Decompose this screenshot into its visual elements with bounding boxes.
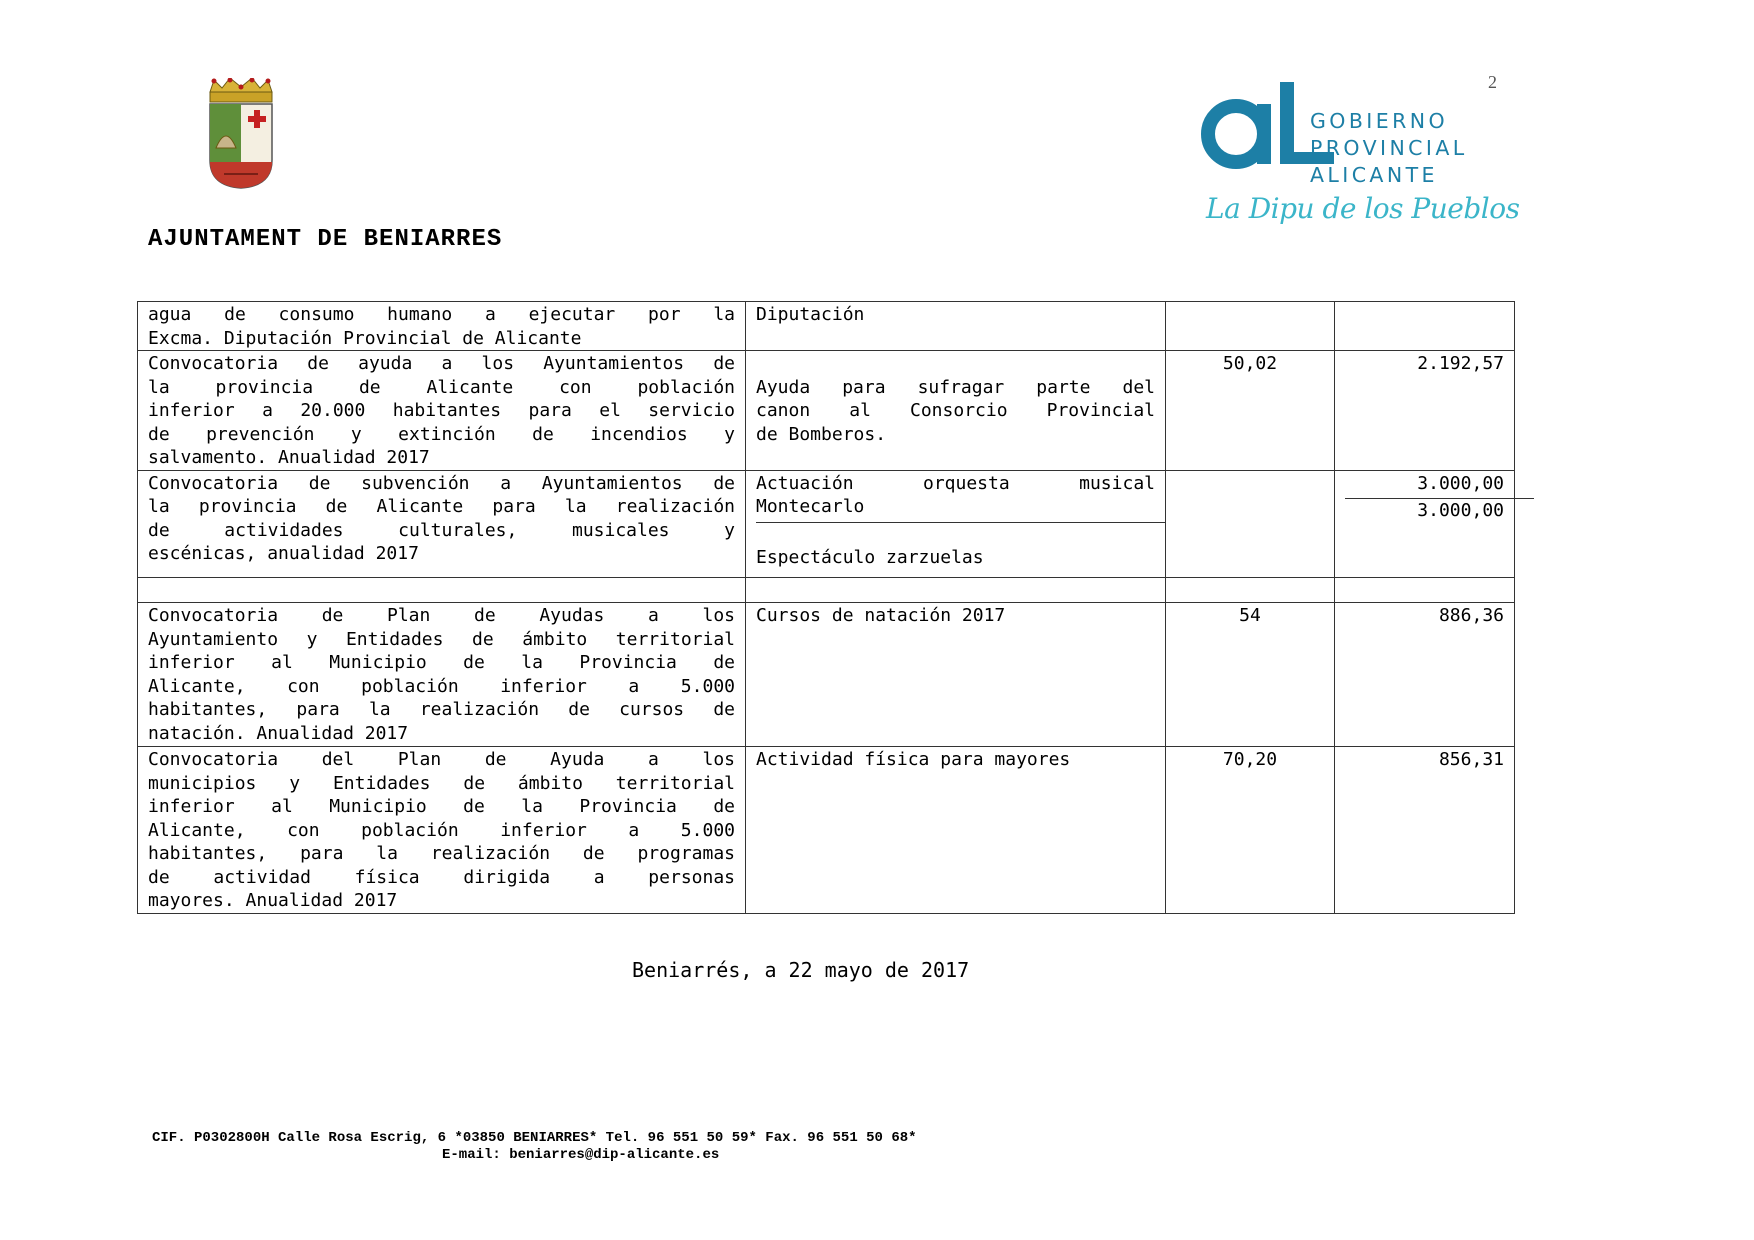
- place-and-date: Beniarrés, a 22 mayo de 2017: [632, 958, 970, 982]
- actuacion-line: [756, 523, 1155, 547]
- cell-beneficiarios: [1166, 470, 1335, 577]
- importe-value: 886,36: [1438, 605, 1504, 626]
- importe-value: [1345, 579, 1504, 603]
- actuacion-line: Ayuda para sufragar parte del: [756, 376, 1155, 398]
- crown-icon: [210, 78, 272, 102]
- actuacion-line: Espectáculo zarzuelas: [756, 547, 984, 568]
- cell-concepto: [138, 470, 746, 577]
- actuacion-line: Diputación: [756, 304, 865, 325]
- diputacion-slogan: La Dipu de los Pueblos: [1206, 192, 1520, 225]
- concepto-line: Alicante, con población inferior a 5.000: [148, 819, 735, 841]
- concepto-line: [148, 579, 735, 603]
- concepto-line: Excma. Diputación Provincial de Alicante: [148, 327, 582, 349]
- concepto-line: de actividades culturales, musicales y: [148, 519, 735, 541]
- cell-importe: [1335, 577, 1515, 603]
- actuacion-line: Montecarlo: [756, 496, 865, 517]
- concepto-line: natación. Anualidad 2017: [148, 722, 409, 744]
- actuacion-line: [756, 352, 1155, 376]
- organization-title: AJUNTAMENT DE BENIARRES: [148, 226, 503, 253]
- table-row: [138, 747, 1515, 914]
- concepto-line: Convocatoria de subvención a Ayuntamientos de: [148, 472, 735, 494]
- cell-actuacion: [746, 747, 1166, 914]
- coat-of-arms-logo: [204, 78, 278, 190]
- concepto-line: municipios y Entidades de ámbito territorial: [148, 772, 735, 794]
- actuacion-line: [756, 579, 1155, 603]
- concepto-line: la provincia de Alicante con población: [148, 376, 735, 398]
- concepto-line: habitantes, para la realización de programas: [148, 843, 735, 864]
- concepto-line: la provincia de Alicante para la realización: [148, 496, 735, 517]
- importe-value: 3.000,00: [1417, 472, 1504, 494]
- cell-beneficiarios: 54: [1166, 603, 1335, 747]
- concepto-line: de actividad física dirigida a personas: [148, 866, 735, 888]
- table-row: [138, 351, 1515, 471]
- cell-concepto: [138, 603, 746, 747]
- cell-concepto: [138, 577, 746, 603]
- footer-address: CIF. P0302800H Calle Rosa Escrig, 6 *03850 BENIARRES* Tel. 96 551 50 59* Fax. 96 551 50 68*: [152, 1130, 917, 1146]
- importe-value: 856,31: [1438, 749, 1504, 770]
- concepto-line: salvamento. Anualidad 2017: [148, 447, 430, 468]
- concepto-line: inferior al Municipio de la Provincia de: [148, 796, 735, 817]
- concepto-line: habitantes, para la realización de cursos de: [148, 699, 735, 720]
- cell-importe: [1335, 603, 1515, 747]
- cell-beneficiarios: [1166, 302, 1335, 351]
- actuacion-line: Actividad física para mayores: [756, 749, 1071, 770]
- concepto-line: escénicas, anualidad 2017: [148, 543, 419, 564]
- cell-importe: [1335, 302, 1515, 351]
- logo-line-2: PROVINCIAL: [1310, 136, 1468, 160]
- concepto-line: Alicante, con población inferior a 5.000: [148, 675, 735, 697]
- cell-beneficiarios: 50,02: [1166, 351, 1335, 471]
- page-number: 2: [1488, 72, 1497, 92]
- cell-concepto: [138, 747, 746, 914]
- footer-email: E-mail: beniarres@dip-alicante.es: [442, 1147, 720, 1163]
- concepto-line: agua de consumo humano a ejecutar por la: [148, 304, 735, 325]
- concepto-line: Ayuntamiento y Entidades de ámbito territorial: [148, 628, 735, 650]
- cell-beneficiarios: 70,20: [1166, 747, 1335, 914]
- actuacion-line: canon al Consorcio Provincial: [756, 400, 1155, 421]
- cell-actuacion: [746, 351, 1166, 471]
- concepto-line: mayores. Anualidad 2017: [148, 890, 398, 911]
- concepto-line: Convocatoria de Plan de Ayudas a los: [148, 605, 735, 626]
- importe-value: 2.192,57: [1417, 353, 1504, 374]
- grants-table: [137, 301, 1515, 914]
- concepto-line: inferior a 20.000 habitantes para el servicio: [148, 400, 735, 421]
- importe-value: [1345, 303, 1504, 327]
- cell-concepto: [138, 351, 746, 471]
- table-row: [138, 302, 1515, 351]
- actuacion-line: Cursos de natación 2017: [756, 605, 1006, 626]
- logo-line-3: ALICANTE: [1310, 163, 1438, 187]
- logo-line-1: GOBIERNO: [1310, 109, 1448, 133]
- cell-actuacion: [746, 577, 1166, 603]
- cell-actuacion: [746, 302, 1166, 351]
- concepto-line: de prevención y extinción de incendios y: [148, 423, 735, 445]
- actuacion-line: de Bomberos.: [756, 423, 887, 445]
- concepto-line: Convocatoria de ayuda a los Ayuntamientos de: [148, 353, 735, 374]
- cell-importe: [1335, 470, 1515, 577]
- table-row: [138, 577, 1515, 603]
- diputacion-logo-text: [1310, 108, 1468, 189]
- cell-concepto: [138, 302, 746, 351]
- actuacion-line: Actuación orquesta musical: [756, 472, 1155, 494]
- importe-value: 3.000,00: [1417, 500, 1504, 521]
- table-row: [138, 603, 1515, 747]
- cell-beneficiarios: [1166, 577, 1335, 603]
- cell-importe: [1335, 351, 1515, 471]
- cell-actuacion: [746, 603, 1166, 747]
- cell-actuacion: [746, 470, 1166, 577]
- table-row: [138, 470, 1515, 577]
- concepto-line: Convocatoria del Plan de Ayuda a los: [148, 749, 735, 770]
- cell-importe: [1335, 747, 1515, 914]
- concepto-line: inferior al Municipio de la Provincia de: [148, 652, 735, 673]
- footer: [152, 1130, 1032, 1164]
